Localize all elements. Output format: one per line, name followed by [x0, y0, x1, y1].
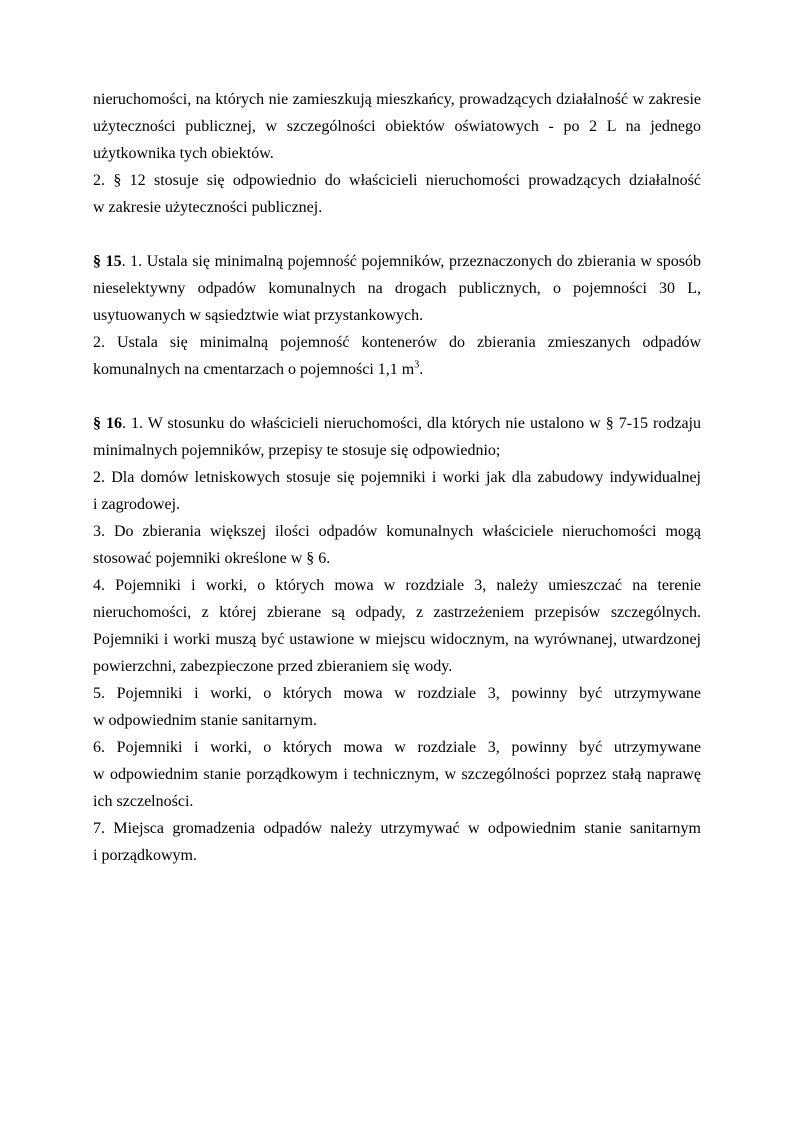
- paragraph: [93, 248, 701, 329]
- text-run: 6. Pojemniki i worki, o których mowa w rozdziale 3, powinny być utrzymywane w odpowiednim stanie porządkowym i technicznym, w szczególności poprzez stałą naprawę ich szczelności.: [93, 739, 701, 810]
- superscript-text: 3: [414, 359, 420, 371]
- paragraph: [93, 329, 701, 383]
- blank-line: [93, 221, 701, 248]
- paragraph: [93, 815, 701, 869]
- text-run: 3. Do zbierania większej ilości odpadów komunalnych właściciele nieruchomości mogą stosować pojemniki określone w § 6.: [93, 523, 701, 567]
- text-run: .: [419, 361, 424, 378]
- blank-line: [93, 383, 701, 410]
- paragraph: [93, 167, 701, 221]
- paragraph: [93, 410, 701, 464]
- paragraph: [93, 86, 701, 167]
- text-run: 4. Pojemniki i worki, o których mowa w rozdziale 3, należy umieszczać na terenie nieruchomości, z której zbierane są odpady, z zastrzeżeniem przepisów szczególnych. Pojemniki i worki muszą być ustawione w miejscu widocznym, na wyrównanej, utwardzonej powierzchni, zabezpieczone przed zbieraniem się wody.: [93, 577, 701, 675]
- text-run: 2. § 12 stosuje się odpowiednio do właścicieli nieruchomości prowadzących działalność w zakresie użyteczności publicznej.: [93, 172, 701, 216]
- text-run: . 1. W stosunku do właścicieli nieruchomości, dla których nie ustalono w § 7-15 rodzaju minimalnych pojemników, przepisy te stosuje się odpowiednio;: [93, 415, 702, 459]
- text-run: nieruchomości, na których nie zamieszkują mieszkańcy, prowadzących działalność w zakresie użyteczności publicznej, w szczególności obiektów oświatowych - po 2 L na jednego użytkownika tych obiektów.: [93, 91, 701, 162]
- paragraph: [93, 572, 701, 680]
- paragraph: [93, 734, 701, 815]
- text-run: 7. Miejsca gromadzenia odpadów należy utrzymywać w odpowiednim stanie sanitarnym i porządkowym.: [93, 820, 701, 864]
- text-run: 2. Dla domów letniskowych stosuje się pojemniki i worki jak dla zabudowy indywidualnej i zagrodowej.: [93, 469, 701, 513]
- paragraph: [93, 518, 701, 572]
- text-run: . 1. Ustala się minimalną pojemność pojemników, przeznaczonych do zbierania w sposób nieselektywny odpadów komunalnych na drogach publicznych, o pojemności 30 L, usytuowanych w sąsiedztwie wiat przystankowych.: [93, 253, 702, 324]
- paragraph: [93, 680, 701, 734]
- bold-text-run: § 15: [93, 253, 122, 270]
- paragraph: [93, 464, 701, 518]
- document-text-body: [93, 86, 701, 869]
- text-run: 5. Pojemniki i worki, o których mowa w rozdziale 3, powinny być utrzymywane w odpowiednim stanie sanitarnym.: [93, 685, 701, 729]
- bold-text-run: § 16: [93, 415, 122, 432]
- text-run: 2. Ustala się minimalną pojemność kontenerów do zbierania zmieszanych odpadów komunalnych na cmentarzach o pojemności 1,1 m: [93, 334, 701, 378]
